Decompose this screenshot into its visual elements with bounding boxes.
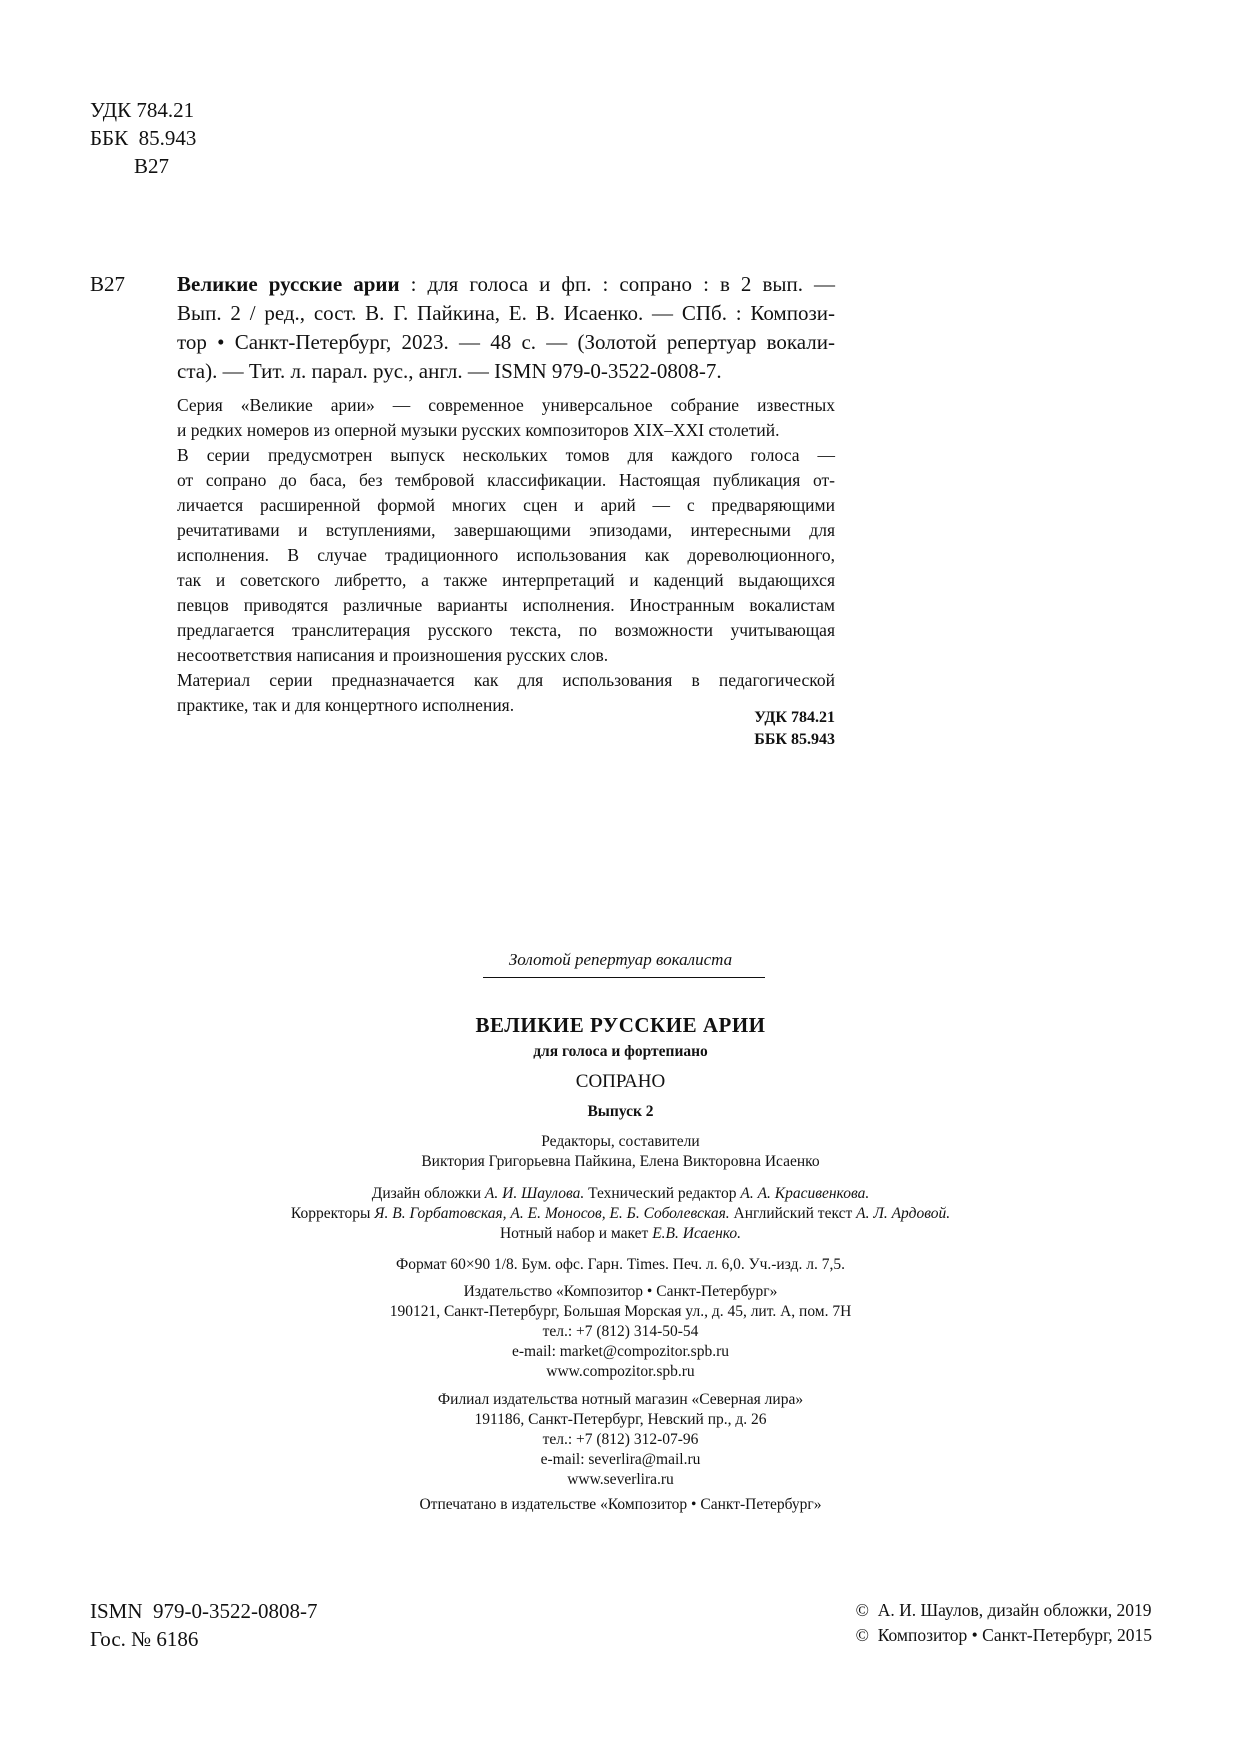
notes-label: Нотный набор и макет bbox=[499, 1225, 653, 1242]
annotation-line: В серии предусмотрен выпуск нескольких томов для каждого голоса — bbox=[177, 445, 835, 465]
tech-editor: А. А. Красивенкова. bbox=[740, 1185, 870, 1202]
cover-label: Дизайн обложки bbox=[371, 1185, 485, 1202]
author-sign-mark: В27 bbox=[90, 272, 126, 296]
publisher-name: Издательство «Композитор • Санкт-Петербург» bbox=[463, 1283, 778, 1300]
annotation-line: так и советского либретто, а также интерпретаций и каденций выдающихся bbox=[177, 570, 835, 590]
format-line: Формат 60×90 1/8. Бум. офс. Гарн. Times. Печ. л. 6,0. Уч.-изд. л. 7,5. bbox=[396, 1256, 845, 1273]
proofreaders-label: Корректоры bbox=[290, 1205, 375, 1222]
imprint-subtitle: для голоса и фортепиано bbox=[533, 1043, 708, 1060]
annotation-udk: УДК 784.21 bbox=[754, 709, 835, 726]
bibliographic-record bbox=[90, 270, 835, 386]
annotation-codes bbox=[754, 707, 835, 751]
notes-author: Е.В. Исаенко. bbox=[652, 1225, 742, 1242]
annotation-line: певцов приводятся различные варианты исполнения. Иностранным вокалистам bbox=[177, 595, 835, 615]
annotation-line: предлагается транслитерация русского текста, по возможности учитывающая bbox=[177, 620, 835, 640]
annotation-bbk: ББК 85.943 bbox=[754, 731, 835, 748]
annotation-line: речитативами и вступлениями, завершающими эпизодами, интересными для bbox=[177, 520, 835, 540]
bbk-code: ББК 85.943 bbox=[90, 126, 197, 150]
editors-label: Редакторы, составители bbox=[541, 1133, 700, 1150]
copyright-block bbox=[856, 1598, 1152, 1648]
publisher-website: www.compozitor.spb.ru bbox=[546, 1363, 695, 1380]
udk-code: УДК 784.21 bbox=[90, 98, 195, 122]
credits-block bbox=[0, 1184, 1241, 1244]
annotation-line: от сопрано до баса, без тембровой классификации. Настоящая публикация от- bbox=[177, 470, 835, 490]
branch-block bbox=[0, 1390, 1241, 1490]
annotation-line: и редких номеров из оперной музыки русских композиторов XIX–XXI столетий. bbox=[177, 420, 780, 440]
annotation bbox=[177, 393, 835, 718]
annotation-line: практике, так и для концертного исполнения. bbox=[177, 695, 515, 715]
branch-website: www.severlira.ru bbox=[567, 1471, 674, 1488]
publisher-email: e-mail: market@compozitor.spb.ru bbox=[511, 1343, 729, 1360]
annotation-line: Серия «Великие арии» — современное универсальное собрание известных bbox=[177, 395, 835, 415]
branch-phone: тел.: +7 (812) 312-07-96 bbox=[542, 1431, 699, 1448]
cover-designer: А. И. Шаулова. bbox=[484, 1185, 585, 1202]
book-title: Великие русские арии bbox=[177, 272, 400, 296]
publisher-address: 190121, Санкт-Петербург, Большая Морская ул., д. 45, лит. А, пом. 7Н bbox=[389, 1303, 852, 1320]
english-text-author: А. Л. Ардовой. bbox=[856, 1205, 951, 1222]
copyright-cover: © А. И. Шаулов, дизайн обложки, 2019 bbox=[855, 1600, 1152, 1620]
series-title: Золотой репертуар вокалиста bbox=[508, 950, 733, 969]
branch-address: 191186, Санкт-Петербург, Невский пр., д. 26 bbox=[474, 1411, 767, 1428]
biblio-line: тор • Санкт-Петербург, 2023. — 48 с. — (Золотой репертуар вокали- bbox=[177, 330, 835, 354]
proofreaders: Я. В. Горбатовская, А. Е. Моносов, Е. Б. Соболевская. bbox=[374, 1205, 730, 1222]
tech-editor-label: Технический редактор bbox=[584, 1185, 741, 1202]
ismn-block bbox=[90, 1597, 317, 1653]
copyright-publisher: © Композитор • Санкт-Петербург, 2015 bbox=[855, 1625, 1152, 1645]
imprint-title: ВЕЛИКИЕ РУССКИЕ АРИИ bbox=[475, 1013, 766, 1037]
biblio-line-text: : для голоса и фп. : сопрано : в 2 вып. — bbox=[399, 272, 835, 296]
biblio-line: Вып. 2 / ред., сост. В. Г. Пайкина, Е. В. Исаенко. — СПб. : Компози- bbox=[177, 301, 835, 325]
voice-type: СОПРАНО bbox=[575, 1071, 666, 1092]
annotation-line: Материал серии предназначается как для использования в педагогической bbox=[177, 670, 835, 690]
editors-names: Виктория Григорьевна Пайкина, Елена Викторовна Исаенко bbox=[421, 1153, 820, 1170]
annotation-line: несоответствия написания и произношения русских слов. bbox=[177, 645, 609, 665]
biblio-line: ста). — Тит. л. парал. рус., англ. — ISMN 979-0-3522-0808-7. bbox=[177, 359, 722, 383]
annotation-line: личается расширенной формой многих сцен и арий — с предваряющими bbox=[177, 495, 835, 515]
biblio-line bbox=[177, 270, 835, 299]
publisher-phone: тел.: +7 (812) 314-50-54 bbox=[542, 1323, 699, 1340]
author-sign: В27 bbox=[134, 154, 170, 178]
branch-name: Филиал издательства нотный магазин «Северная лира» bbox=[437, 1391, 804, 1408]
credits-line bbox=[0, 1184, 1241, 1204]
publisher-block bbox=[0, 1282, 1241, 1382]
series-rule bbox=[483, 977, 765, 978]
branch-email: e-mail: severlira@mail.ru bbox=[540, 1451, 701, 1468]
editors-block bbox=[0, 1132, 1241, 1172]
issue-number: Выпуск 2 bbox=[587, 1103, 654, 1120]
credits-line bbox=[0, 1224, 1241, 1244]
ismn-number: ISMN 979-0-3522-0808-7 bbox=[90, 1599, 318, 1623]
credits-line bbox=[0, 1204, 1241, 1224]
annotation-line: исполнения. В случае традиционного использования как дореволюционного, bbox=[177, 545, 835, 565]
english-text-label: Английский текст bbox=[729, 1205, 857, 1222]
gos-number: Гос. № 6186 bbox=[90, 1627, 199, 1651]
printed-note: Отпечатано в издательстве «Композитор • Санкт-Петербург» bbox=[419, 1496, 822, 1513]
classification-codes bbox=[90, 96, 196, 180]
